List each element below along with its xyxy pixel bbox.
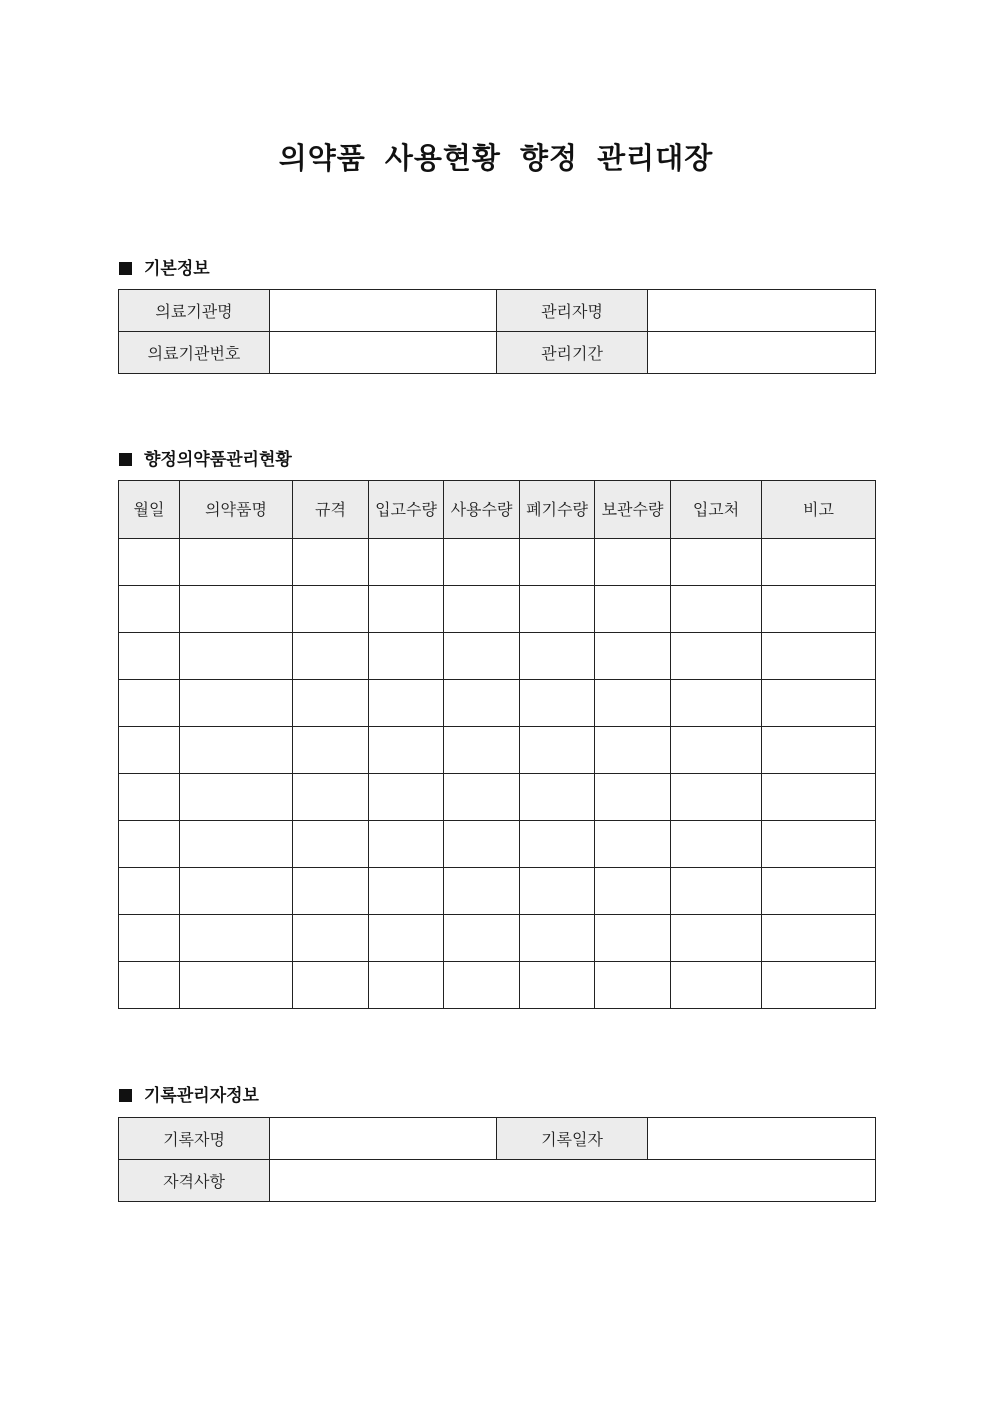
section-heading-label: 기본정보: [144, 259, 210, 279]
date-cell[interactable]: [119, 868, 180, 915]
in-qty-cell[interactable]: [369, 962, 444, 1009]
drug-name-cell[interactable]: [180, 868, 293, 915]
label-cell: 관리기간: [497, 332, 648, 374]
square-bullet-icon: [119, 262, 132, 275]
in-qty-cell[interactable]: [369, 774, 444, 821]
supplier-cell[interactable]: [671, 962, 762, 1009]
disposal-qty-cell[interactable]: [520, 680, 595, 727]
disposal-qty-cell[interactable]: [520, 868, 595, 915]
column-header-storage-qty: 보관수량: [595, 481, 671, 539]
column-header-date: 월일: [119, 481, 180, 539]
date-cell[interactable]: [119, 586, 180, 633]
in-qty-cell[interactable]: [369, 539, 444, 586]
qualification-field[interactable]: [270, 1160, 876, 1202]
supplier-cell[interactable]: [671, 774, 762, 821]
remarks-cell[interactable]: [762, 821, 876, 868]
drug-name-cell[interactable]: [180, 774, 293, 821]
table-row: [119, 962, 876, 1009]
date-cell[interactable]: [119, 727, 180, 774]
date-cell[interactable]: [119, 915, 180, 962]
spec-cell[interactable]: [293, 774, 369, 821]
in-qty-cell[interactable]: [369, 633, 444, 680]
use-qty-cell[interactable]: [444, 915, 520, 962]
status-table-body: [119, 539, 876, 1009]
in-qty-cell[interactable]: [369, 915, 444, 962]
spec-cell[interactable]: [293, 539, 369, 586]
column-header-use-qty: 사용수량: [444, 481, 520, 539]
use-qty-cell[interactable]: [444, 680, 520, 727]
institution-number-field[interactable]: [270, 332, 497, 374]
use-qty-cell[interactable]: [444, 821, 520, 868]
remarks-cell[interactable]: [762, 727, 876, 774]
label-cell: 기록일자: [497, 1118, 648, 1160]
supplier-cell[interactable]: [671, 727, 762, 774]
record-manager-table: [118, 1117, 876, 1202]
in-qty-cell[interactable]: [369, 586, 444, 633]
record-date-field[interactable]: [648, 1118, 876, 1160]
table-row: [119, 915, 876, 962]
status-header-row: [119, 481, 876, 539]
use-qty-cell[interactable]: [444, 727, 520, 774]
record-manager-row: [119, 1118, 876, 1160]
use-qty-cell[interactable]: [444, 539, 520, 586]
disposal-qty-cell[interactable]: [520, 915, 595, 962]
table-row: [119, 586, 876, 633]
spec-cell[interactable]: [293, 962, 369, 1009]
section-heading-label: 기록관리자정보: [144, 1086, 259, 1106]
spec-cell[interactable]: [293, 633, 369, 680]
drug-name-cell[interactable]: [180, 915, 293, 962]
storage-qty-cell[interactable]: [595, 680, 671, 727]
supplier-cell[interactable]: [671, 821, 762, 868]
in-qty-cell[interactable]: [369, 821, 444, 868]
storage-qty-cell[interactable]: [595, 586, 671, 633]
drug-name-cell[interactable]: [180, 539, 293, 586]
supplier-cell[interactable]: [671, 868, 762, 915]
spec-cell[interactable]: [293, 915, 369, 962]
record-manager-row: [119, 1160, 876, 1202]
manager-name-field[interactable]: [648, 290, 876, 332]
column-header-disposal-qty: 폐기수량: [520, 481, 595, 539]
use-qty-cell[interactable]: [444, 962, 520, 1009]
label-cell: 자격사항: [119, 1160, 270, 1202]
supplier-cell[interactable]: [671, 586, 762, 633]
remarks-cell[interactable]: [762, 586, 876, 633]
supplier-cell[interactable]: [671, 633, 762, 680]
table-row: [119, 539, 876, 586]
supplier-cell[interactable]: [671, 915, 762, 962]
square-bullet-icon: [119, 1089, 132, 1102]
column-header-remarks: 비고: [762, 481, 876, 539]
supplier-cell[interactable]: [671, 539, 762, 586]
label-cell: 의료기관번호: [119, 332, 270, 374]
remarks-cell[interactable]: [762, 633, 876, 680]
label-cell: 기록자명: [119, 1118, 270, 1160]
use-qty-cell[interactable]: [444, 633, 520, 680]
storage-qty-cell[interactable]: [595, 915, 671, 962]
remarks-cell[interactable]: [762, 962, 876, 1009]
spec-cell[interactable]: [293, 586, 369, 633]
table-row: [119, 868, 876, 915]
storage-qty-cell[interactable]: [595, 727, 671, 774]
date-cell[interactable]: [119, 774, 180, 821]
spec-cell[interactable]: [293, 727, 369, 774]
basic-info-table: [118, 289, 876, 374]
section-heading-basic-info: [119, 254, 210, 279]
storage-qty-cell[interactable]: [595, 774, 671, 821]
page-title: 의약품 사용현황 향정 관리대장: [278, 141, 714, 175]
drug-name-cell[interactable]: [180, 680, 293, 727]
disposal-qty-cell[interactable]: [520, 539, 595, 586]
spec-cell[interactable]: [293, 868, 369, 915]
in-qty-cell[interactable]: [369, 727, 444, 774]
section-heading-status: [119, 445, 292, 470]
management-period-field[interactable]: [648, 332, 876, 374]
column-header-in-qty: 입고수량: [369, 481, 444, 539]
remarks-cell[interactable]: [762, 774, 876, 821]
use-qty-cell[interactable]: [444, 774, 520, 821]
column-header-supplier: 입고처: [671, 481, 762, 539]
supplier-cell[interactable]: [671, 680, 762, 727]
storage-qty-cell[interactable]: [595, 821, 671, 868]
date-cell[interactable]: [119, 962, 180, 1009]
spec-cell[interactable]: [293, 680, 369, 727]
basic-info-row: [119, 290, 876, 332]
disposal-qty-cell[interactable]: [520, 962, 595, 1009]
drug-name-cell[interactable]: [180, 633, 293, 680]
date-cell[interactable]: [119, 633, 180, 680]
in-qty-cell[interactable]: [369, 680, 444, 727]
section-heading-label: 향정의약품관리현황: [144, 450, 292, 470]
storage-qty-cell[interactable]: [595, 962, 671, 1009]
disposal-qty-cell[interactable]: [520, 586, 595, 633]
disposal-qty-cell[interactable]: [520, 821, 595, 868]
date-cell[interactable]: [119, 539, 180, 586]
use-qty-cell[interactable]: [444, 868, 520, 915]
label-cell: 의료기관명: [119, 290, 270, 332]
storage-qty-cell[interactable]: [595, 868, 671, 915]
section-heading-record-manager: [119, 1081, 259, 1106]
column-header-spec: 규격: [293, 481, 369, 539]
spec-cell[interactable]: [293, 821, 369, 868]
drug-name-cell[interactable]: [180, 962, 293, 1009]
table-row: [119, 821, 876, 868]
column-header-drug-name: 의약품명: [180, 481, 293, 539]
table-row: [119, 680, 876, 727]
storage-qty-cell[interactable]: [595, 633, 671, 680]
disposal-qty-cell[interactable]: [520, 727, 595, 774]
date-cell[interactable]: [119, 680, 180, 727]
remarks-cell[interactable]: [762, 680, 876, 727]
in-qty-cell[interactable]: [369, 868, 444, 915]
remarks-cell[interactable]: [762, 868, 876, 915]
storage-qty-cell[interactable]: [595, 539, 671, 586]
institution-name-field[interactable]: [270, 290, 497, 332]
table-row: [119, 633, 876, 680]
disposal-qty-cell[interactable]: [520, 774, 595, 821]
square-bullet-icon: [119, 453, 132, 466]
date-cell[interactable]: [119, 821, 180, 868]
remarks-cell[interactable]: [762, 539, 876, 586]
drug-name-cell[interactable]: [180, 586, 293, 633]
drug-name-cell[interactable]: [180, 821, 293, 868]
table-row: [119, 727, 876, 774]
table-row: [119, 774, 876, 821]
status-table: [118, 480, 876, 1009]
recorder-name-field[interactable]: [270, 1118, 497, 1160]
use-qty-cell[interactable]: [444, 586, 520, 633]
basic-info-row: [119, 332, 876, 374]
disposal-qty-cell[interactable]: [520, 633, 595, 680]
label-cell: 관리자명: [497, 290, 648, 332]
remarks-cell[interactable]: [762, 915, 876, 962]
drug-name-cell[interactable]: [180, 727, 293, 774]
